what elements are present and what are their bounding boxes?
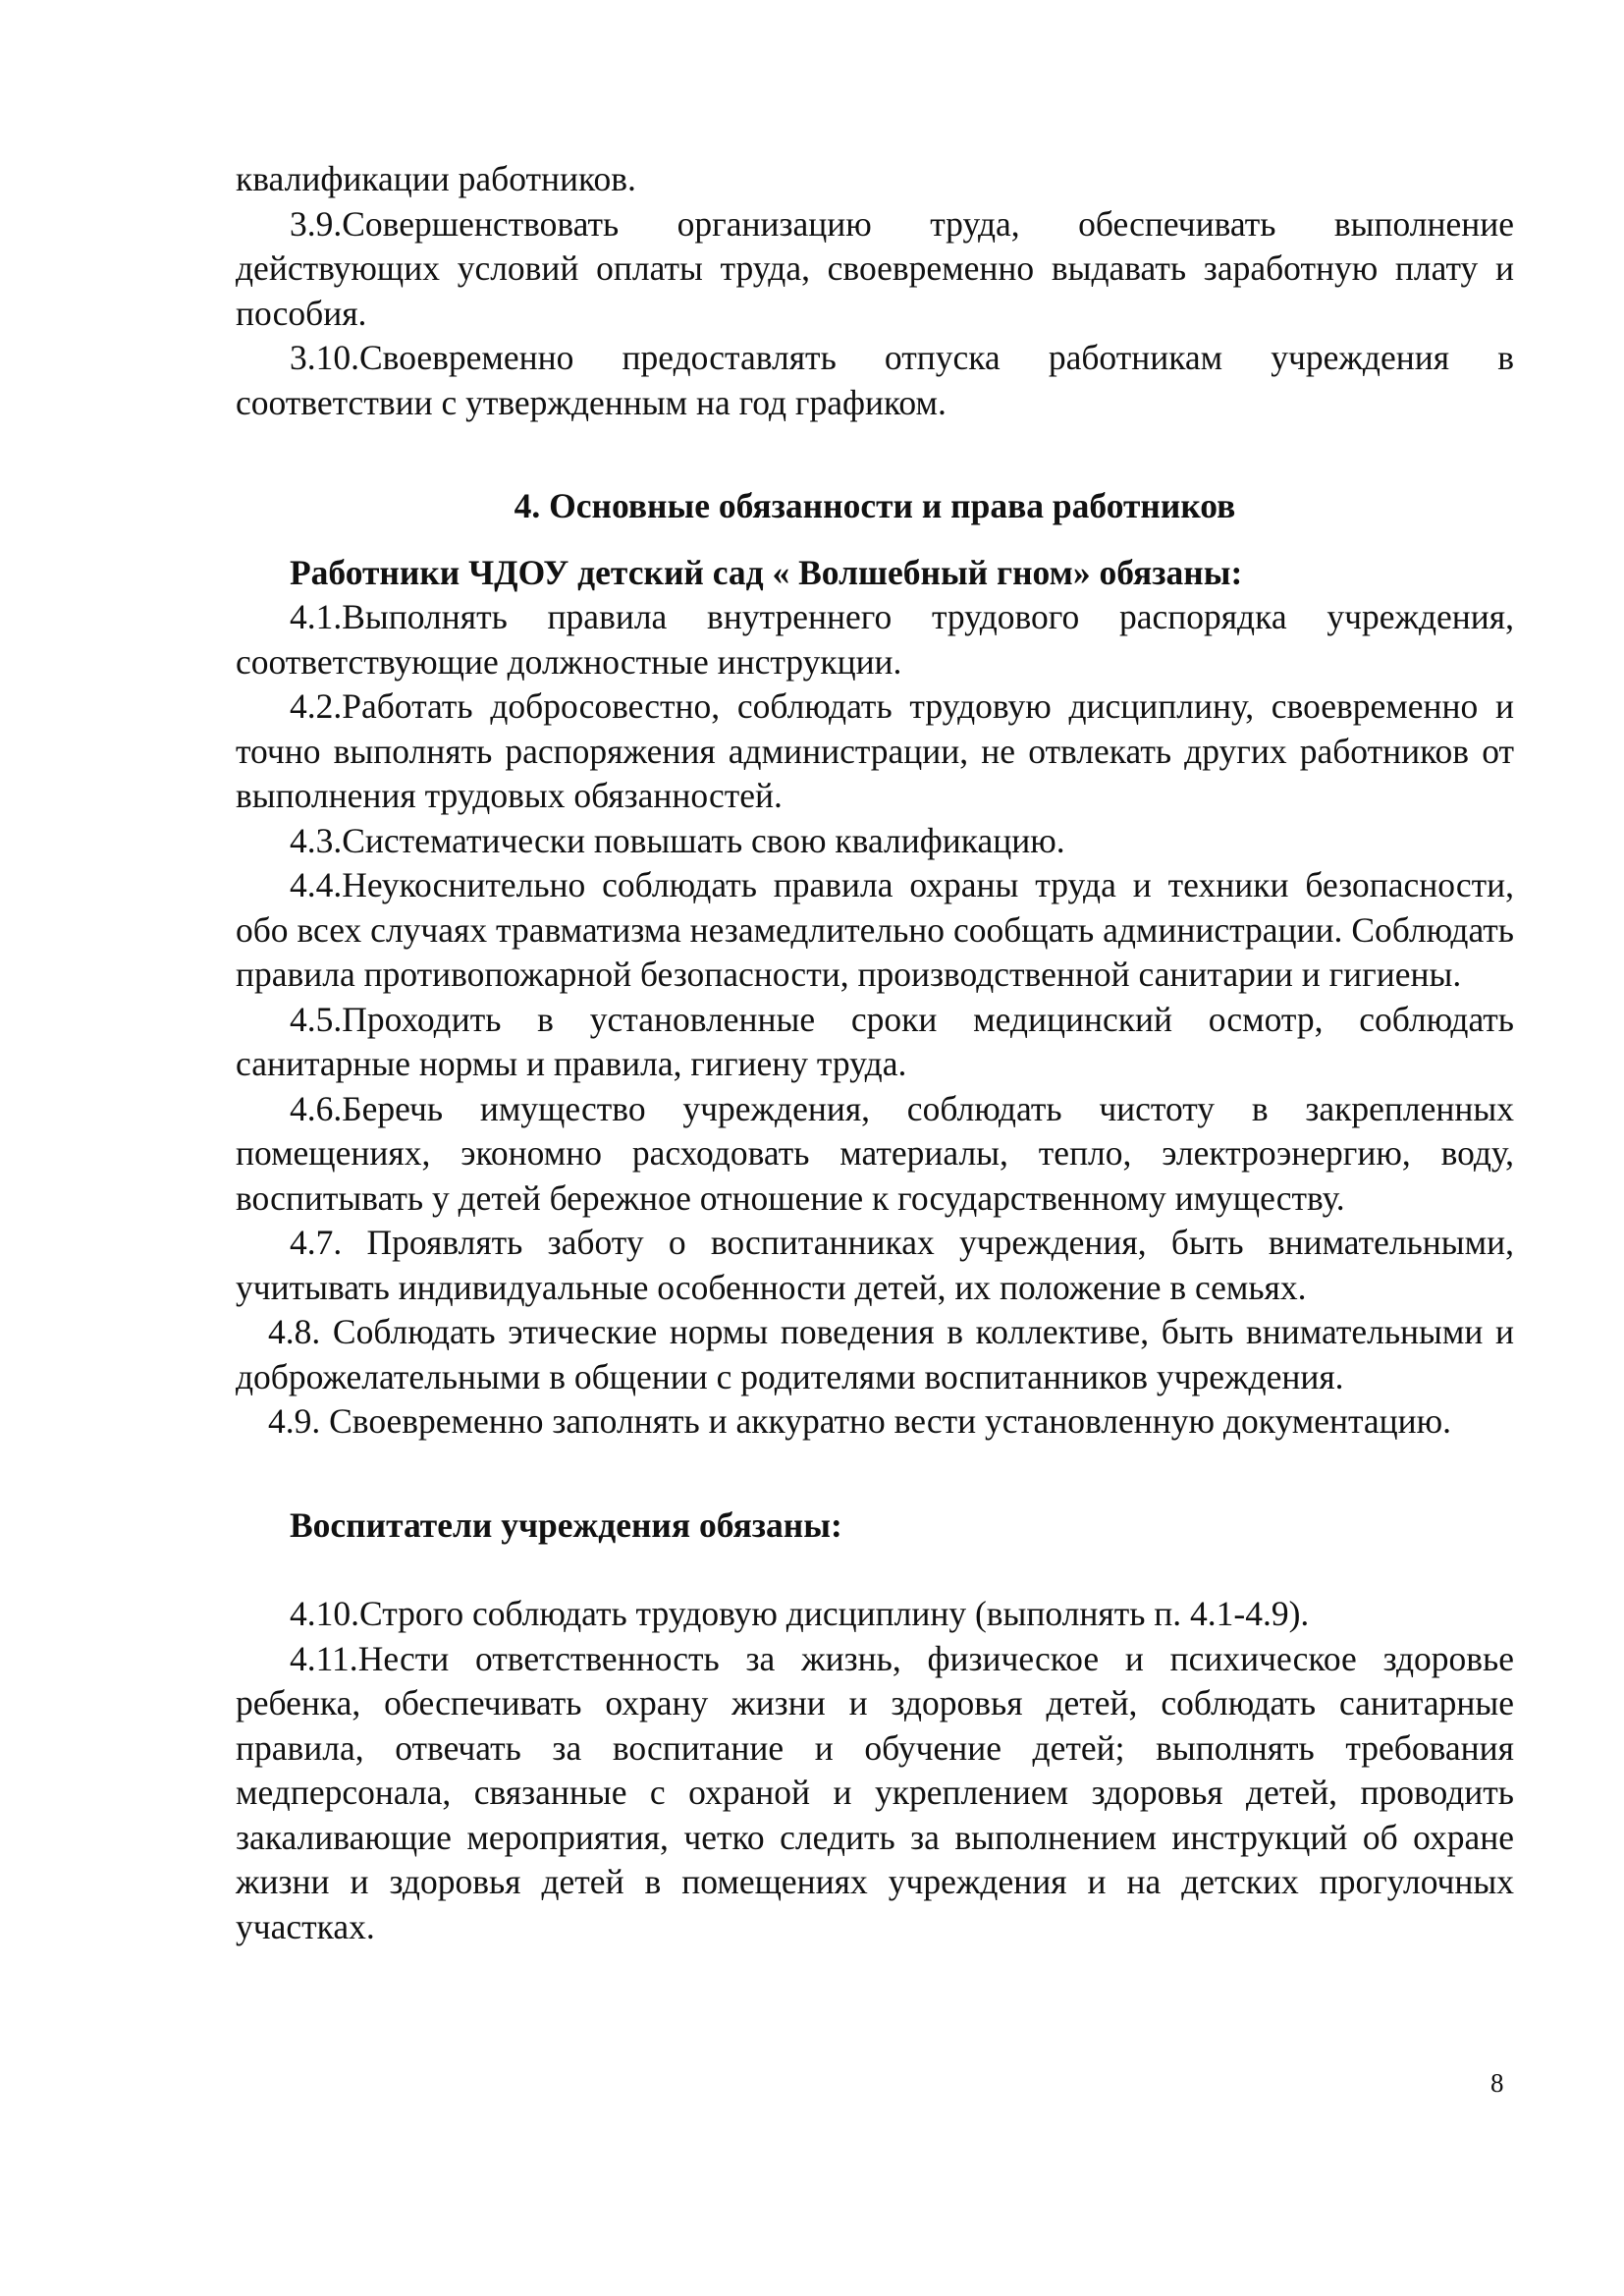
item-number: 4.8. [268,1312,321,1351]
item-number: 4.9. [268,1401,321,1441]
workers-heading: Работники ЧДОУ детский сад « Волшебный гном» обязаны: [290,552,1243,592]
item-number: 4.2. [290,686,343,726]
item-number: 4.1. [290,597,343,636]
item-4-7 [236,1221,1514,1310]
item-text: Совершенствовать организацию труда, обеспечивать выполнение действующих условий оплаты труда, своевременно выдавать заработную плату и пособия. [236,203,1514,333]
item-number: 3.9. [290,203,343,244]
item-4-10 [236,1592,1514,1637]
item-text: Нести ответственность за жизнь, физическое и психическое здоровье ребенка, обеспечивать охрану жизни и здоровья детей, соблюдать санитарные правила, отвечать за воспитание и обучение детей; выполнять требования медперсонала, связанные с охраной и укреплением здоровья детей, проводить закаливающие мероприятия, четко следить за выполнением инструкций об охране жизни и здоровья детей в помещениях учреждения и на детских прогулочных участках. [236,1638,1514,1946]
item-number: 3.10. [290,338,359,377]
item-4-6 [236,1087,1514,1222]
item-text: Работать добросовестно, соблюдать трудовую дисциплину, своевременно и точно выполнять распоряжения администрации, не отвлекать других работников от выполнения трудовых обязанностей. [236,686,1514,815]
item-number: 4.7. [290,1223,343,1262]
item-text: Неукоснительно соблюдать правила охраны труда и техники безопасности, обо всех случаях травматизма незамедлительно сообщать администрации. Соблюдать правила противопожарной безопасности, производственной санитарии и гигиены. [236,865,1514,994]
item-4-5 [236,998,1514,1087]
item-number: 4.4. [290,865,343,904]
item-text: Систематически повышать свою квалификацию. [342,820,1065,860]
item-3-9 [236,202,1514,337]
item-4-4 [236,863,1514,998]
item-text: Беречь имущество учреждения, соблюдать чистоту в закрепленных помещениях, экономно расходовать материалы, тепло, электроэнергию, воду, воспитывать у детей бережное отношение к государственному имуществу. [236,1088,1514,1218]
document-page [236,157,1514,1949]
item-text: Соблюдать этические нормы поведения в коллективе, быть внимательными и доброжелательными в общении с родителями воспитанников учреждения. [236,1312,1514,1396]
item-text: Проявлять заботу о воспитанниках учреждения, быть внимательными, учитывать индивидуальные особенности детей, их положение в семьях. [236,1223,1514,1307]
item-4-1 [236,595,1514,684]
item-4-9 [236,1399,1514,1445]
educators-heading: Воспитатели учреждения обязаны: [290,1504,842,1545]
item-text: Выполнять правила внутреннего трудового распорядка учреждения, соответствующие должностные инструкции. [236,597,1514,682]
page-number: 8 [1490,2068,1504,2098]
item-number: 4.3. [290,820,343,860]
section-heading: 4. Основные обязанности и права работников [514,486,1236,525]
paragraph-tail: квалификации работников. [236,159,636,198]
item-4-8 [236,1310,1514,1399]
item-text: Своевременно заполнять и аккуратно вести установленную документацию. [329,1401,1452,1441]
item-4-3 [236,819,1514,864]
item-3-10 [236,336,1514,425]
item-text: Строго соблюдать трудовую дисциплину (выполнять п. 4.1-4.9). [359,1594,1310,1633]
item-text: Своевременно предоставлять отпуска работникам учреждения в соответствии с утвержденным на год графиком. [236,338,1514,422]
item-text: Проходить в установленные сроки медицинский осмотр, соблюдать санитарные нормы и правила, гигиену труда. [236,999,1514,1083]
item-4-11 [236,1637,1514,1950]
item-4-2 [236,684,1514,819]
item-number: 4.5. [290,999,343,1039]
item-number: 4.6. [290,1088,343,1128]
item-number: 4.11. [290,1638,358,1678]
item-number: 4.10. [290,1594,359,1633]
